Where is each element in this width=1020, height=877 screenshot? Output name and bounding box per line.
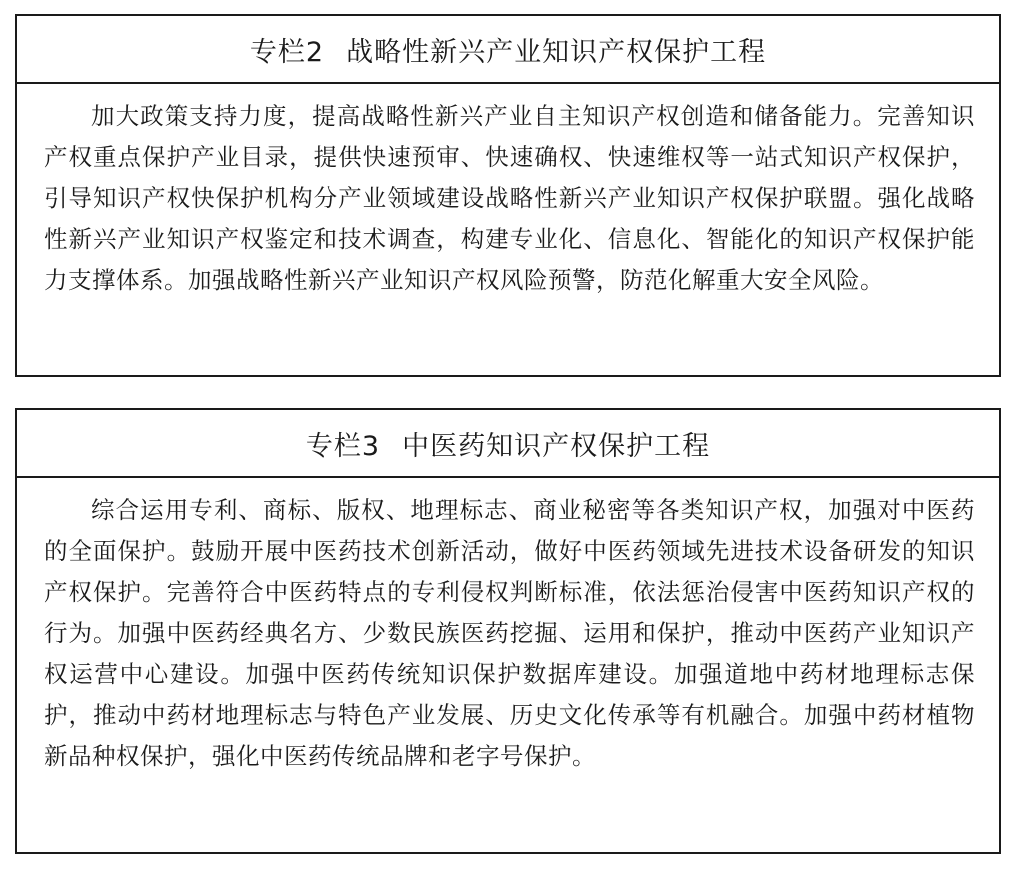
column-title: 中医药知识产权保护工程 (402, 430, 711, 462)
column-box-2 (15, 14, 1001, 377)
column-label: 专栏3 (305, 430, 381, 462)
column-body-text: 加大政策支持力度，提高战略性新兴产业自主知识产权创造和储备能力。完善知识产权重点保护产业目录，提供快速预审、快速确权、快速维权等一站式知识产权保护，引导知识产权快保护机构分产业领域建设战略性新兴产业知识产权保护联盟。强化战略性新兴产业知识产权鉴定和技术调查，构建专业化、信息化、智能化的知识产权保护能力支撑体系。加强战略性新兴产业知识产权风险预警，防范化解重大安全风险。 (44, 102, 975, 294)
column-box-2-title (17, 16, 999, 84)
column-box-3 (15, 408, 1001, 854)
column-title: 战略性新兴产业知识产权保护工程 (346, 36, 767, 68)
column-label: 专栏2 (249, 36, 325, 68)
column-box-3-title (17, 410, 999, 478)
column-body-text: 综合运用专利、商标、版权、地理标志、商业秘密等各类知识产权，加强对中医药的全面保护。鼓励开展中医药技术创新活动，做好中医药领域先进技术设备研发的知识产权保护。完善符合中医药特点的专利侵权判断标准，依法惩治侵害中医药知识产权的行为。加强中医药经典名方、少数民族医药挖掘、运用和保护，推动中医药产业知识产权运营中心建设。加强中医药传统知识保护数据库建设。加强道地中药材地理标志保护，推动中药材地理标志与特色产业发展、历史文化传承等有机融合。加强中药材植物新品种权保护，强化中医药传统品牌和老字号保护。 (44, 496, 975, 770)
